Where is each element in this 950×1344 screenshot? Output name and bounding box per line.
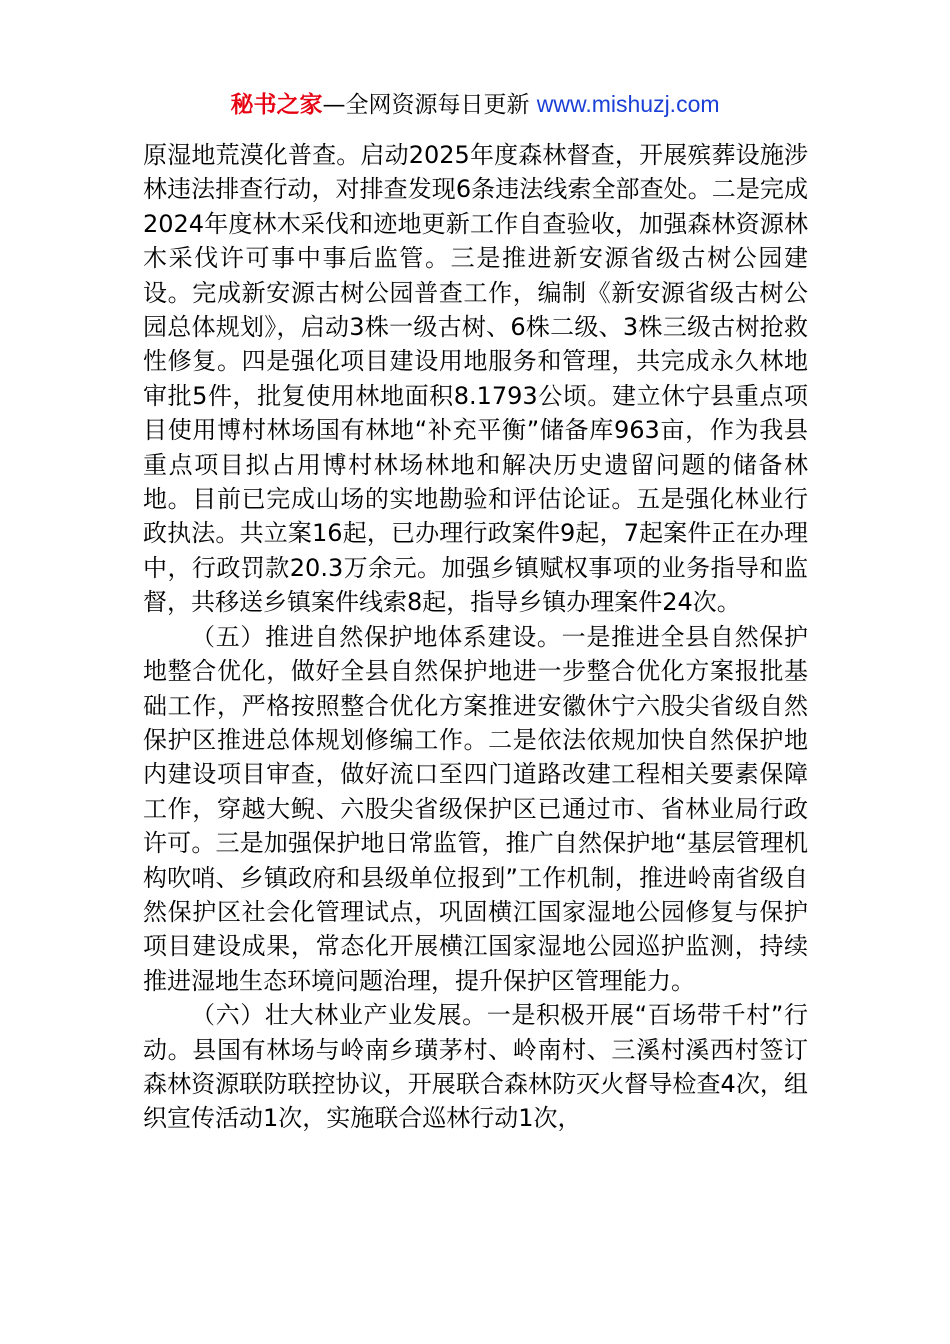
site-tagline: —全网资源每日更新 bbox=[322, 92, 537, 118]
paragraph-section-five: （五）推进自然保护地体系建设。一是推进全县自然保护地整合优化，做好全县自然保护地进一步整合优化方案报批基础工作，严格按照整合优化方案推进安徽休宁六股尖省级自然保护区推进总体规划修编工作。二是依法依规加快自然保护地内建设项目审查，做好流口至四门道路改建工程相关要素保障工作，穿越大鲵、六股尖省级保护区已通过市、省林业局行政许可。三是加强保护地日常监管，推广自然保护地“基层管理机构吹哨、乡镇政府和县级单位报到”工作机制，推进岭南省级自然保护区社会化管理试点，巩固横江国家湿地公园修复与保护项目建设成果，常态化开展横江国家湿地公园巡护监测，持续推进湿地生态环境问题治理，提升保护区管理能力。 bbox=[143, 622, 808, 995]
paragraph-section-six: （六）壮大林业产业发展。一是积极开展“百场带千村”行动。县国有林场与岭南乡璜茅村、岭南村、三溪村溪西村签订森林资源联防联控协议，开展联合森林防灭火督导检查4次，组织宣传活动1次，实施联合巡林行动1次， bbox=[143, 1001, 808, 1133]
document-body bbox=[143, 138, 808, 1136]
paragraph-continued: 原湿地荒漠化普查。启动2025年度森林督查，开展殡葬设施涉林违法排查行动，对排查发现6条违法线索全部查处。二是完成2024年度林木采伐和迹地更新工作自查验收，加强森林资源林木采伐许可事中事后监管。三是推进新安源省级古树公园建设。完成新安源古树公园普查工作，编制《新安源省级古树公园总体规划》，启动3株一级古树、6株二级、3株三级古树抢救性修复。四是强化项目建设用地服务和管理，共完成永久林地审批5件，批复使用林地面积8.1793公顷。建立休宁县重点项目使用博村林场国有林地“补充平衡”储备库963亩，作为我县重点项目拟占用博村林场林地和解决历史遗留问题的储备林地。目前已完成山场的实地勘验和评估论证。五是强化林业行政执法。共立案16起，已办理行政案件9起，7起案件正在办理中，行政罚款20.3万余元。加强乡镇赋权事项的业务指导和监督，共移送乡镇案件线索8起，指导乡镇办理案件24次。 bbox=[143, 141, 808, 617]
site-url-link[interactable]: www.mishuzj.com bbox=[536, 91, 720, 117]
site-brand: 秘书之家 bbox=[230, 92, 323, 118]
site-header bbox=[0, 88, 950, 121]
